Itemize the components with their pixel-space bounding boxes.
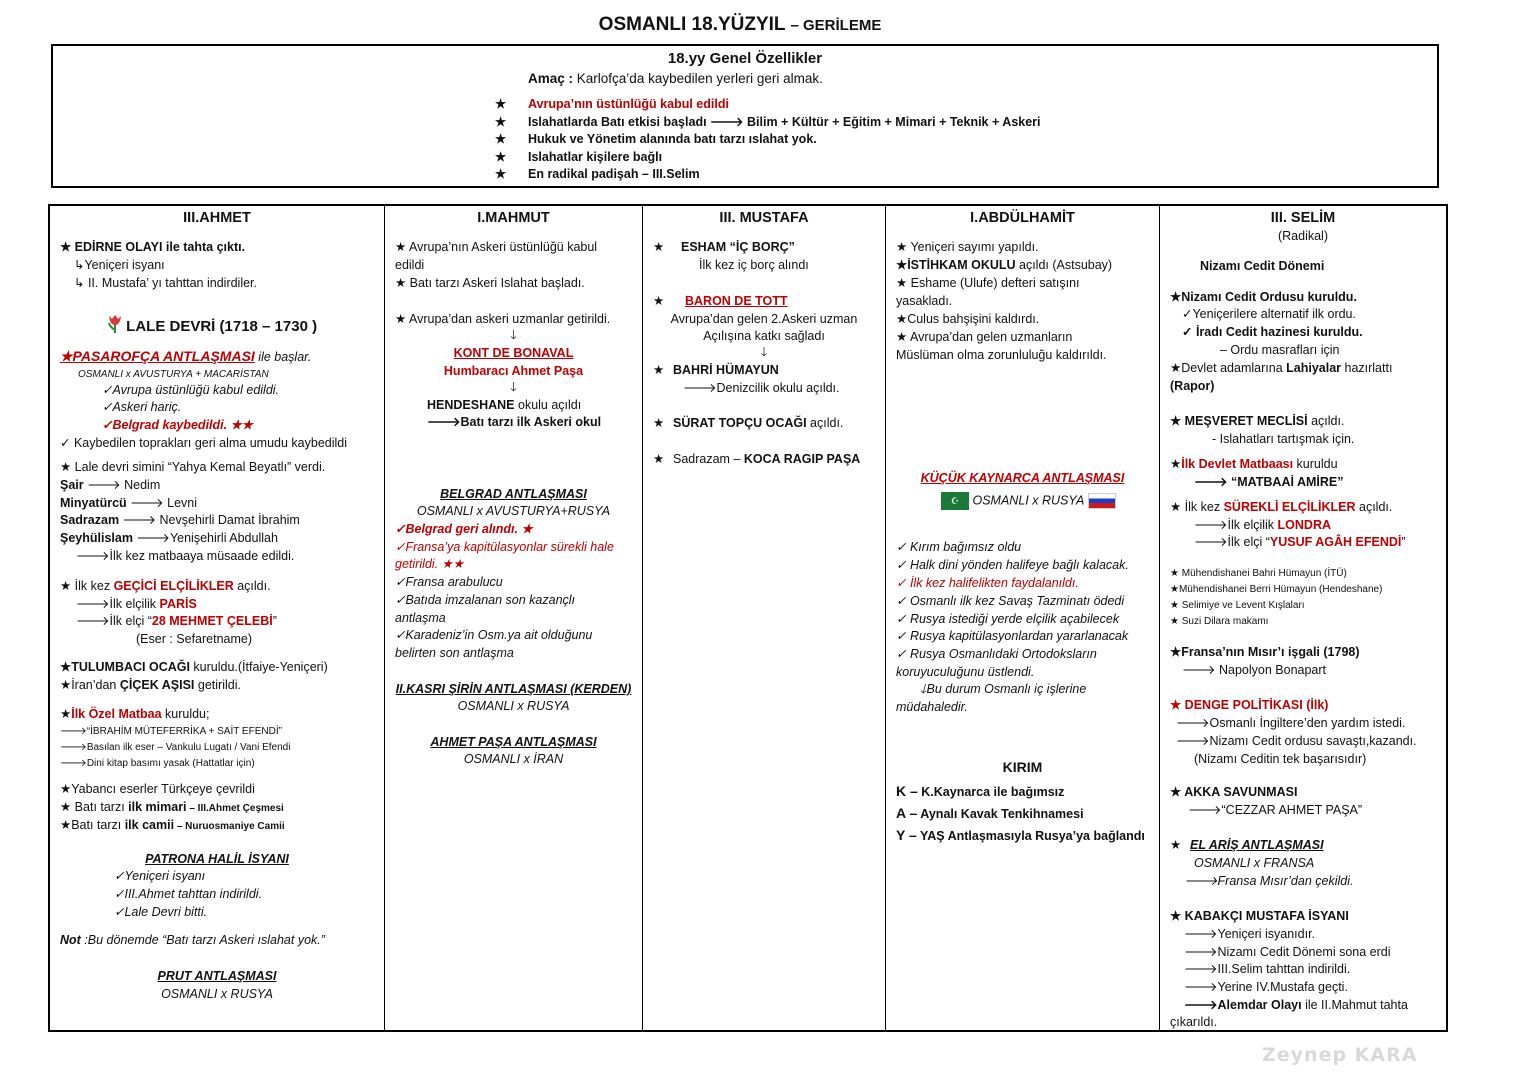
text-line: OSMANLI x AVUSTURYA + MACARİSTAN — [78, 369, 269, 380]
text-line: 🡒Osmanlı İngiltere’den yardım istedi. — [1176, 716, 1406, 730]
text-line: ★ KABAKÇI MUSTAFA İSYANI — [1170, 909, 1349, 923]
text-line: OSMANLI x FRANSA — [1194, 856, 1315, 870]
text-line: ✓Fransa’ya kapitülasyonlar sürekli hale — [395, 540, 614, 554]
text-line: çıkarıldı. — [1170, 1015, 1218, 1029]
text-line: 🡒Batı tarzı ilk Askeri okul — [427, 415, 602, 429]
text-line: Humbaracı Ahmet Paşa — [443, 364, 584, 378]
text-line: ★TULUMBACI OCAĞI kuruldu.(İtfaiye-Yeniçeri) — [60, 660, 328, 674]
general-item: ★ Islahatlar kişilere bağlı — [495, 149, 663, 164]
text-line: ✓ Halk dini yönden halifeye bağlı kalacak. — [896, 558, 1129, 572]
text-line: A – Aynalı Kavak Tenkihnamesi — [896, 805, 1084, 821]
text-line: getirildi. ★★ — [395, 557, 464, 571]
text-line: 🡒 “MATBAAİ AMİRE” — [1194, 475, 1344, 489]
text-line: Not :Bu dönemde “Batı tarzı Askeri ıslahat yok.” — [60, 933, 325, 947]
text-line: ✓Yeniçeri isyanı — [114, 869, 206, 883]
text-line: (Radikal) — [1277, 229, 1328, 243]
text-line: ★ AKKA SAVUNMASI — [1170, 785, 1298, 799]
text-line: ✓Yeniçerilere alternatif ilk ordu. — [1182, 307, 1356, 321]
text-line: ✓Batıda imzalanan son kazançlı — [395, 593, 576, 607]
text-line: ★ MEŞVERET MECLİSİ açıldı. — [1170, 414, 1345, 428]
text-line: ★İSTİHKAM OKULU açıldı (Astsubay) — [896, 258, 1113, 272]
text-line: OSMANLI x AVUSTURYA+RUSYA — [416, 504, 611, 518]
watermark: Zeynep KARA — [1262, 1044, 1418, 1066]
text-line: ✓ Osmanlı ilk kez Savaş Tazminatı ödedi — [896, 594, 1125, 608]
turkey-flag-icon: ☪ — [941, 492, 969, 510]
text-line: ✓Lale Devri bitti. — [114, 905, 208, 919]
text-line: ★ Batı tarzı Askeri Islahat başladı. — [395, 276, 585, 290]
text-line: OSMANLI x RUSYA — [457, 699, 570, 713]
text-line: 🡒Dini kitap basımı yasak (Hattatlar için) — [60, 758, 255, 769]
amac-line: Amaç : Karlofça’da kaybedilen yerleri geri almak. — [528, 71, 823, 86]
column-head: I.ABDÜLHAMİT — [970, 210, 1075, 226]
text-line: müdahaledir. — [896, 700, 968, 714]
text-line: ★ İlk kez SÜREKLİ ELÇİLİKLER açıldı. — [1170, 500, 1393, 514]
russia-flag-icon — [1088, 493, 1116, 509]
text-line: KONT DE BONAVAL — [453, 346, 574, 360]
text-line: HENDESHANE okulu açıldı — [427, 398, 582, 412]
general-item: ★ Hukuk ve Yönetim alanında batı tarzı ıslahat yok. — [495, 132, 817, 147]
text-line: ✓ Kaybedilen toprakları geri alma umudu kaybedildi — [60, 436, 348, 450]
arrow-down-icon: 🡓 — [760, 345, 768, 359]
arrow-down-icon: 🡓 — [510, 328, 517, 342]
text-line: 🡒“İBRAHİM MÜTEFERRİKA + SAİT EFENDİ” — [60, 726, 282, 737]
text-line: KIRIM — [1002, 759, 1043, 775]
column-mahmut — [385, 206, 643, 1030]
text-line: ★ Eshame (Ulufe) defteri satışını — [896, 276, 1080, 290]
text-line: BELGRAD ANTLAŞMASI — [440, 487, 587, 501]
text-line: edildi — [395, 258, 425, 272]
general-heading: 18.yy Genel Özellikler — [667, 50, 823, 67]
text-line: ★İlk Özel Matbaa kuruldu; — [60, 707, 210, 721]
text-line: ✓Karadeniz’in Osm.ya ait olduğunu — [395, 628, 593, 642]
text-line: ✓III.Ahmet tahttan indirildi. — [114, 887, 263, 901]
text-line: ★ DENGE POLİTİKASI (İlk) — [1170, 698, 1329, 712]
text-line: Nizamı Cedit Dönemi — [1200, 259, 1325, 273]
text-line: ★ İlk kez GEÇİCİ ELÇİLİKLER açıldı. — [60, 579, 271, 593]
text-line: (Rapor) — [1170, 379, 1215, 393]
text-line: ★ SÜRAT TOPÇU OCAĞI açıldı. — [653, 416, 844, 430]
text-line: PATRONA HALİL İSYANI — [145, 852, 289, 866]
text-line: ✓ Kırım bağımsız oldu — [896, 540, 1022, 554]
text-line: ★Batı tarzı ilk camii – Nuruosmaniye Camii — [60, 818, 285, 832]
text-line: ★ Lale devri simini “Yahya Kemal Beyatlı” verdi. — [60, 460, 326, 474]
text-line: ✓Askeri hariç. — [102, 400, 182, 414]
text-line: 🡒Alemdar Olayı ile II.Mahmut tahta — [1184, 998, 1408, 1012]
text-line: OSMANLI x İRAN — [463, 752, 564, 766]
text-line: II.KASRI ŞİRİN ANTLAŞMASI (KERDEN) — [395, 682, 632, 696]
text-line: (Nizamı Ceditin tek başarısıdır) — [1194, 752, 1367, 766]
sultans-table — [48, 204, 1448, 1032]
text-line: 🡒Denizcilik okulu açıldı. — [683, 381, 840, 395]
text-line: 🡒III.Selim tahttan indirildi. — [1184, 962, 1351, 976]
text-line: 🡒İlk elçilik LONDRA — [1194, 518, 1331, 532]
text-line: ★ Batı tarzı ilk mimari – III.Ahmet Çeşmesi — [60, 800, 284, 814]
text-line: – Ordu masrafları için — [1220, 343, 1340, 357]
text-line: ★ Mühendishanei Bahri Hümayun (İTÜ) — [1170, 568, 1347, 579]
text-line: Açılışına katkı sağladı — [703, 329, 825, 343]
text-line: ✓Belgrad kaybedildi. ★★ — [102, 418, 253, 432]
text-line: ↳Yeniçeri isyanı — [74, 258, 165, 272]
text-line: AHMET PAŞA ANTLAŞMASI — [430, 735, 597, 749]
column-head: I.MAHMUT — [477, 210, 550, 226]
text-line: 🡒 Napolyon Bonapart — [1182, 663, 1327, 677]
text-line: 🡒Nizamı Cedit Dönemi sona erdi — [1184, 945, 1391, 959]
text-line: ★Yabancı eserler Türkçeye çevrildi — [60, 782, 255, 796]
text-line: antlaşma — [395, 611, 446, 625]
lale-devri-heading: LALE DEVRİ (1718 – 1730 ) — [50, 313, 384, 335]
column-head: III. SELİM — [1270, 210, 1336, 226]
general-item: ★ En radikal padişah – III.Selim — [495, 167, 700, 182]
column-ahmet — [50, 206, 385, 1030]
text-line: ★ Selimiye ve Levent Kışlaları — [1170, 600, 1305, 611]
text-line: ★Fransa’nın Mısır’ı işgali (1798) — [1170, 645, 1360, 659]
text-line: ★ Avrupa’dan gelen uzmanların — [896, 330, 1073, 344]
text-line: ★ Avrupa’nın Askeri üstünlüğü kabul — [395, 240, 598, 254]
text-line: ✓Belgrad geri alındı. ★ — [395, 522, 533, 536]
column-selim — [1160, 206, 1446, 1030]
text-line: KÜÇÜK KAYNARCA ANTLAŞMASI — [920, 471, 1125, 485]
text-line: 🡓Bu durum Osmanlı iç işlerine — [920, 682, 1087, 696]
text-line: belirten son antlaşma — [395, 646, 514, 660]
text-line: 🡒İlk elçi “28 MEHMET ÇELEBİ” — [76, 614, 277, 628]
text-line: 🡒Yerine IV.Mustafa geçti. — [1184, 980, 1348, 994]
general-item: ★ Avrupa’nın üstünlüğü kabul edildi — [495, 97, 729, 111]
text-line: Sadrazam 🡒 Nevşehirli Damat İbrahim — [60, 513, 300, 527]
text-line: ✓ Rusya kapitülasyonlardan yararlanacak — [896, 629, 1129, 643]
text-line: 🡒İlk kez matbaaya müsaade edildi. — [76, 549, 295, 563]
general-features-box — [51, 44, 1439, 188]
text-line: Y – YAŞ Antlaşmasıyla Rusya’ya bağlandı — [896, 827, 1145, 843]
text-line: ★ EDİRNE OLAYI ile tahta çıktı. — [60, 240, 246, 254]
text-line: ★ ESHAM “İÇ BORÇ” — [653, 240, 795, 254]
text-line: 🡒İlk elçilik PARİS — [76, 597, 197, 611]
text-line: ★ Avrupa’dan askeri uzmanlar getirildi. — [395, 312, 611, 326]
text-line: ★İlk Devlet Matbaası kuruldu — [1170, 457, 1338, 471]
text-line: ★ Yeniçeri sayımı yapıldı. — [896, 240, 1039, 254]
text-line: 🡒“CEZZAR AHMET PAŞA” — [1188, 803, 1363, 817]
text-line: PRUT ANTLAŞMASI — [157, 969, 277, 983]
text-line: Müslüman olma zorunluluğu kaldırıldı. — [896, 348, 1107, 362]
text-line: (Eser : Sefaretname) — [136, 632, 253, 646]
text-line: 🡒Yeniçeri isyanıdır. — [1184, 927, 1316, 941]
text-line: ★İran’dan ÇİÇEK AŞISI getirildi. — [60, 678, 241, 692]
text-line: ✓Avrupa üstünlüğü kabul edildi. — [102, 383, 280, 397]
text-line: Şair 🡒 Nedim — [60, 478, 161, 492]
text-line: ★Culus bahşişini kaldırdı. — [896, 312, 1040, 326]
column-head: III.AHMET — [183, 210, 251, 226]
text-line: 🡒Nizamı Cedit ordusu savaştı,kazandı. — [1176, 734, 1417, 748]
text-line: ★Devlet adamlarına Lahiyalar hazırlattı — [1170, 361, 1393, 375]
text-line: ★ BARON DE TOTT — [653, 294, 788, 308]
text-line: ✓ Rusya Osmanlıdaki Ortodoksların — [896, 647, 1097, 661]
general-list — [495, 96, 1041, 184]
text-line: 🡒Basılan ilk eser – Vankulu Lugatı / Vani Efendi — [60, 742, 291, 753]
text-line: - Islahatları tartışmak için. — [1212, 432, 1355, 446]
text-line: ★ Suzi Dilara makamı — [1170, 616, 1269, 627]
text-line: ★ BAHRİ HÜMAYUN — [653, 363, 779, 377]
arrow-down-icon: 🡓 — [510, 380, 517, 394]
text-line: ★ EL ARİŞ ANTLAŞMASI — [1170, 838, 1324, 852]
text-line: 🡒İlk elçi “YUSUF AGÂH EFENDİ” — [1194, 535, 1406, 549]
text-line: koruyuculuğunu üstlendi. — [896, 665, 1035, 679]
text-line: ★Nizamı Cedit Ordusu kuruldu. — [1170, 290, 1357, 304]
page-title: OSMANLI 18.YÜZYIL – GERİLEME — [598, 14, 882, 35]
text-line: OSMANLI x RUSYA — [161, 987, 273, 1001]
column-mustafa — [643, 206, 886, 1030]
text-line: Minyatürcü 🡒 Levni — [60, 496, 198, 510]
general-item: ★ Islahatlarda Batı etkisi başladı 🡒 Bilim + Kültür + Eğitim + Mimari + Teknik + Askeri — [495, 114, 1041, 129]
text-line: ✓Fransa arabulucu — [395, 575, 503, 589]
tulip-icon — [106, 313, 122, 333]
text-line: yasakladı. — [896, 294, 953, 308]
column-head: III. MUSTAFA — [719, 210, 809, 226]
text-line: ★Mühendishanei Berri Hümayun (Hendeshane) — [1170, 584, 1383, 595]
pasarofca-line: ★PASAROFÇA ANTLAŞMASI ile başlar. — [60, 348, 312, 364]
text-line: Avrupa’dan gelen 2.Askeri uzman — [670, 312, 858, 326]
text-line: ★ Sadrazam – KOCA RAGIP PAŞA — [653, 452, 861, 466]
text-line: ✓ İlk kez halifelikten faydalanıldı. — [896, 576, 1079, 590]
column-abdulhamit — [886, 206, 1160, 1030]
text-line: İlk kez iç borç alındı — [699, 258, 809, 272]
text-line: ✓ İradı Cedit hazinesi kuruldu. — [1182, 325, 1363, 339]
text-line: K – K.Kaynarca ile bağımsız — [896, 783, 1065, 799]
text-line: ✓ Rusya istediği yerde elçilik açabilecek — [896, 612, 1120, 626]
treaty-parties: ☪ OSMANLI x RUSYA — [886, 492, 1159, 510]
text-line: 🡒Fransa Mısır’dan çekildi. — [1184, 874, 1354, 888]
text-line: Şeyhülislam 🡒Yenişehirli Abdullah — [60, 531, 278, 545]
text-line: ↳ II. Mustafa’ yı tahttan indirdiler. — [74, 276, 258, 290]
